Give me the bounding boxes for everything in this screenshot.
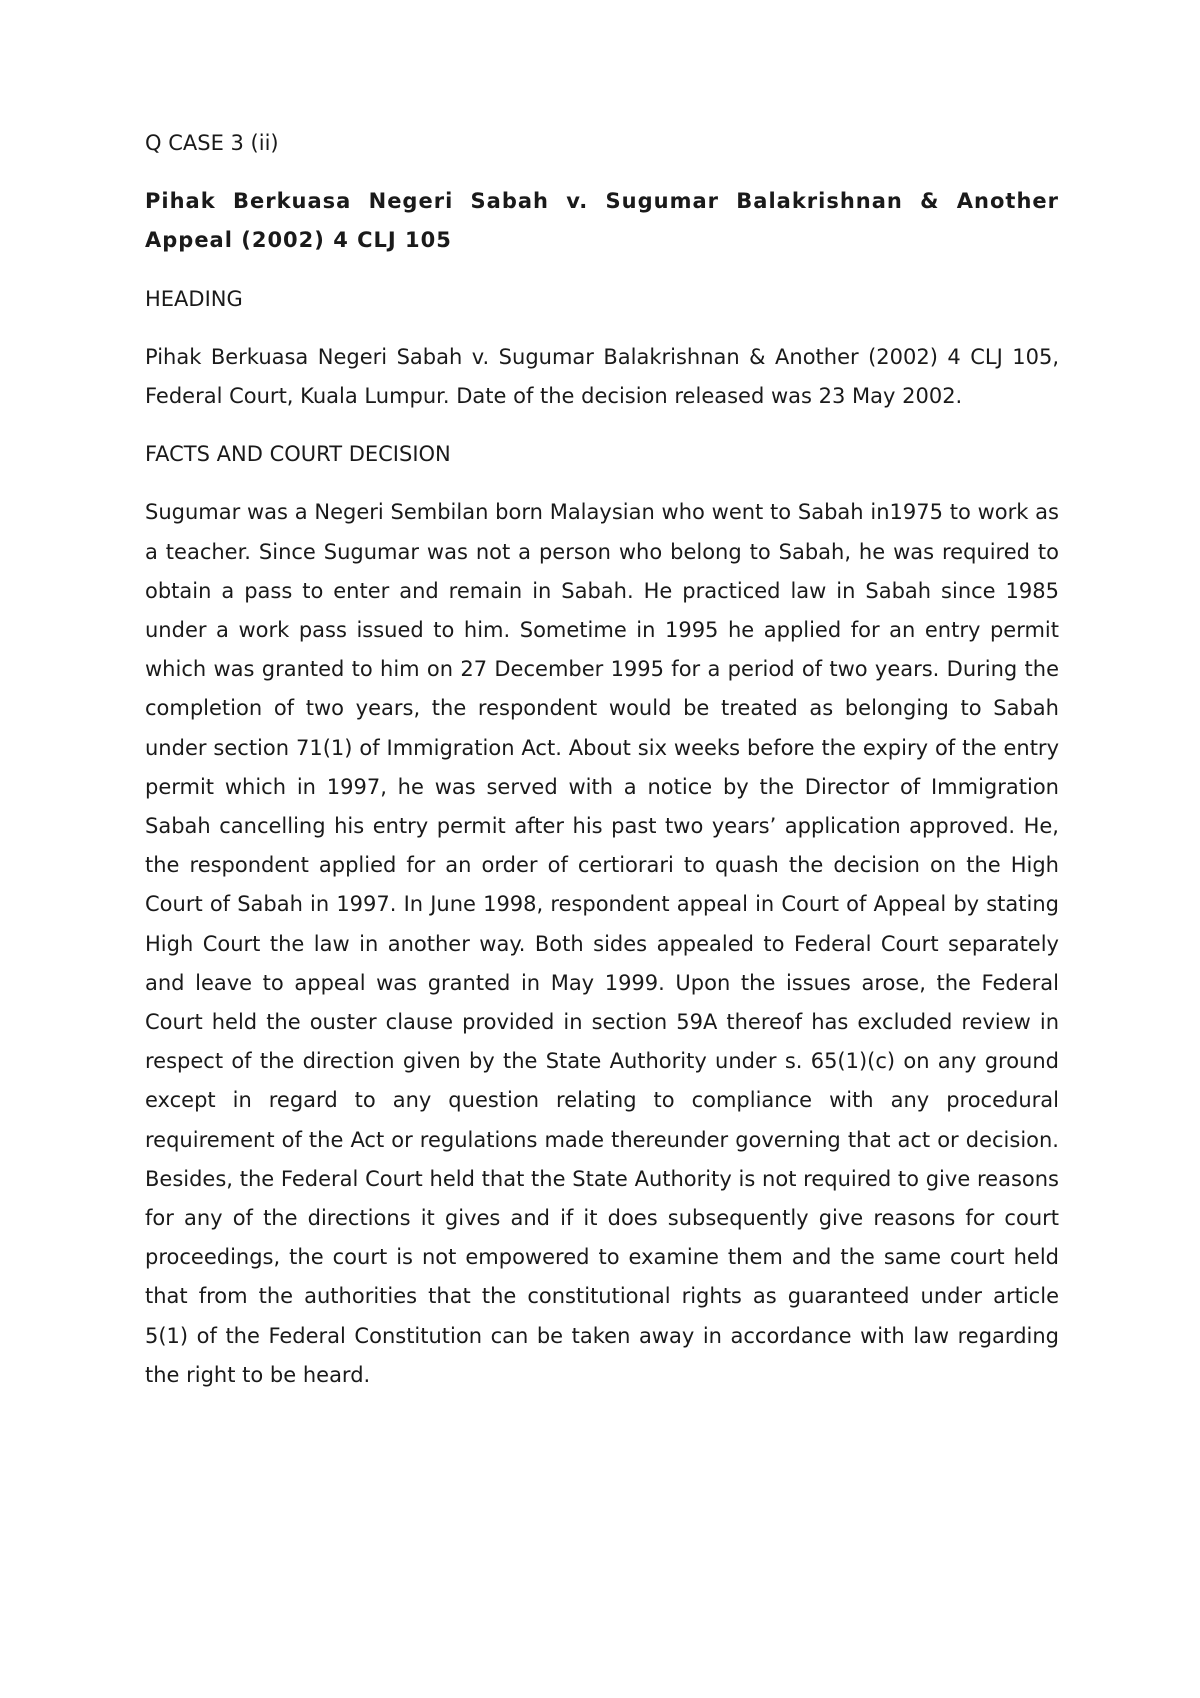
case-title: Pihak Berkuasa Negeri Sabah v. Sugumar Balakrishnan & Another Appeal (2002) 4 CLJ 105 xyxy=(145,189,1059,253)
document-page xyxy=(145,124,1059,1414)
facts-section-title: FACTS AND COURT DECISION xyxy=(145,442,451,467)
case-label: Q CASE 3 (ii) xyxy=(145,131,279,155)
heading-paragraph: Pihak Berkuasa Negeri Sabah v. Sugumar Balakrishnan & Another (2002) 4 CLJ 105, Federal Court, Kuala Lumpur. Date of the decision released was 23 May 2002. xyxy=(145,344,1059,409)
heading-section-title: HEADING xyxy=(145,286,243,311)
facts-paragraph: Sugumar was a Negeri Sembilan born Malaysian who went to Sabah in1975 to work as a teacher. Since Sugumar was not a person who belong to Sabah, he was required to obtain a pass to enter and remain in Sabah. He practiced law in Sabah since 1985 under a work pass issued to him. Sometime in 1995 he applied for an entry permit which was granted to him on 27 December 1995 for a period of two years. During the completion of two years, the respondent would be treated as belonging to Sabah under section 71(1) of Immigration Act. About six weeks before the expiry of the entry permit which in 1997, he was served with a notice by the Director of Immigration Sabah cancelling his entry permit after his past two years’ application approved. He, the respondent applied for an order of certiorari to quash the decision on the High Court of Sabah in 1997. In June 1998, respondent appeal in Court of Appeal by stating High Court the law in another way. Both sides appealed to Federal Court separately and leave to appeal was granted in May 1999. Upon the issues arose, the Federal Court held the ouster clause provided in section 59A thereof has excluded review in respect of the direction given by the State Authority under s. 65(1)(c) on any ground except in regard to any question relating to compliance with any procedural requirement of the Act or regulations made thereunder governing that act or decision. Besides, the Federal Court held that the State Authority is not required to give reasons for any of the directions it gives and if it does subsequently give reasons for court proceedings, the court is not empowered to examine them and the same court held that from the authorities that the constitutional rights as guaranteed under article 5(1) of the Federal Constitution can be taken away in accordance with law regarding the right to be heard. xyxy=(145,500,1059,1387)
